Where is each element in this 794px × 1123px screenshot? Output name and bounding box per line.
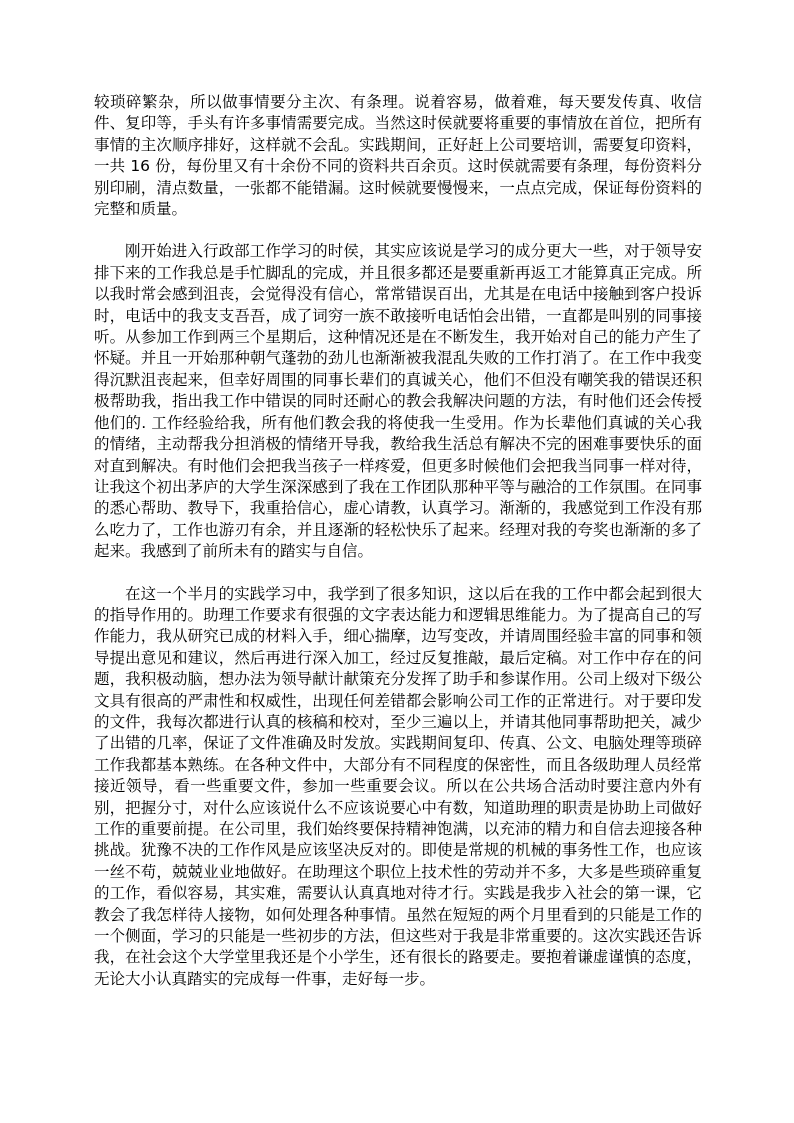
paragraph-practice-summary: 在这一个半月的实践学习中，我学到了很多知识，这以后在我的工作中都会起到很大的指导作用的。助理工作要求有很强的文字表达能力和逻辑思维能力。为了提高自己的写作能力，我从研究已成的材料入手，细心揣摩，边写变改，并请周围经验丰富的同事和领导提出意见和建议，然后再进行深入加工，经过反复推敲，最后定稿。对工作中存在的问题，我积极动脑，想办法为领导献计献策充分发挥了助手和参谋作用。公司上级对下级公文具有很高的严肃性和权威性，出现任何差错都会影响公司工作的正常进行。对于要印发的文件，我每次都进行认真的核稿和校对，至少三遍以上，并请其他同事帮助把关，减少了出错的几率，保证了文件准确及时发放。实践期间复印、传真、公文、电脑处理等琐碎工作我都基本熟练。在各种文件中，大部分有不同程度的保密性，而且各级助理人员经常接近领导，看一些重要文件，参加一些重要会议。所以在公共场合活动时要注意内外有别，把握分寸，对什么应该说什么不应该说要心中有数，知道助理的职责是协助上司做好工作的重要前提。在公司里，我们始终要保持精神饱满，以充沛的精力和自信去迎接各种挑战。犹豫不决的工作作风是应该坚决反对的。即使是常规的机械的事务性工作，也应该一丝不苟，兢兢业业地做好。在助理这个职位上技术性的劳动并不多，大多是些琐碎重复的工作，看似容易，其实难，需要认认真真地对待才行。实践是我步入社会的第一课，它教会了我怎样待人接物，如何处理各种事情。虽然在短短的两个月里看到的只能是工作的一个侧面，学习的只能是一些初步的方法，但这些对于我是非常重要的。这次实践还告诉我，在社会这个大学堂里我还是个小学生，还有很长的路要走。要抱着谦虚谨慎的态度，无论大小认真踏实的完成每一件事，走好每一步。 bbox=[94, 584, 702, 988]
document-page bbox=[94, 92, 702, 990]
paragraph-continuation: 较琐碎繁杂，所以做事情要分主次、有条理。说着容易，做着难，每天要发传真、收信件、复印等，手头有许多事情需要完成。当然这时侯就要将重要的事情放在首位，把所有事情的主次顺序排好，这样就不会乱。实践期间，正好赶上公司要培训，需要复印资料，一共 16 份，每份里又有十余份不同的资料共百余页。这时侯就需要有条理，每份资料分别印刷，清点数量，一张都不能错漏。这时候就要慢慢来，一点点完成，保证每份资料的完整和质量。 bbox=[94, 93, 702, 219]
paragraph-administrative-work: 刚开始进入行政部工作学习的时侯，其实应该说是学习的成分更大一些，对于领导安排下来的工作我总是手忙脚乱的完成，并且很多都还是要重新再返工才能算真正完成。所以我时常会感到沮丧，会觉得没有信心，常常错误百出，尤其是在电话中接触到客户投诉时，电话中的我支支吾吾，成了词穷一族不敢接听电话怕会出错，一直都是叫别的同事接听。从参加工作到两三个星期后，这种情况还是在不断发生，我开始对自己的能力产生了怀疑。并且一开始那种朝气蓬勃的劲儿也渐渐被我混乱失败的工作打消了。在工作中我变得沉默沮丧起来，但幸好周围的同事长辈们的真诚关心，他们不但没有嘲笑我的错误还积极帮助我，指出我工作中错误的同时还耐心的教会我解决问题的方法，有时他们还会传授他们的. 工作经验给我，所有他们教会我的将使我一生受用。作为长辈他们真诚的关心我的情绪，主动帮我分担消极的情绪开导我，教给我生活总有解决不完的困难事要快乐的面对直到解决。有时他们会把我当孩子一样疼爱，但更多时候他们会把我当同事一样对待，让我这个初出茅庐的大学生深深感到了我在工作团队那种平等与融洽的工作氛围。在同事的悉心帮助、教导下，我重拾信心，虚心请教，认真学习。渐渐的，我感觉到工作没有那么吃力了，工作也游刃有余，并且逐渐的轻松快乐了起来。经理对我的夸奖也渐渐的多了起来。我感到了前所未有的踏实与自信。 bbox=[94, 242, 702, 561]
